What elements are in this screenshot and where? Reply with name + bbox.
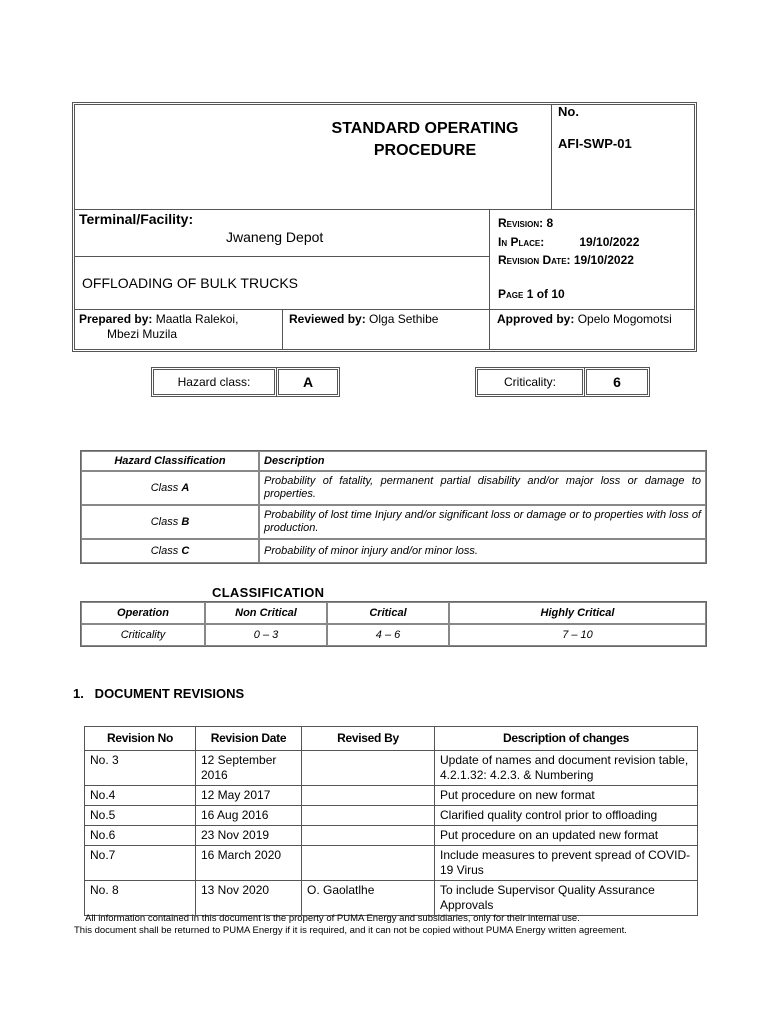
description-cell: Probability of fatality, permanent partial disability and/or major loss or damage to properties.	[259, 471, 706, 505]
page-label: Page	[498, 287, 524, 301]
class-cell	[81, 505, 259, 539]
hazard-class-label: Hazard class:	[151, 367, 277, 397]
table-cell: Clarified quality control prior to offloading	[435, 806, 698, 826]
table-row	[81, 505, 706, 539]
revision-date-label: Revision Date:	[498, 253, 571, 267]
table-header-row	[85, 727, 698, 751]
class-prefix: Class	[150, 545, 179, 557]
hazard-class-value: A	[276, 367, 340, 397]
footer-notice: This document shall be returned to PUMA Energy if it is required, and it can not be copied without PUMA Energy written agreement.	[74, 925, 627, 936]
reviewed-by	[289, 312, 438, 326]
class-prefix: Class	[150, 516, 179, 528]
criticality-label: Criticality:	[475, 367, 585, 397]
class-prefix: Class	[150, 482, 179, 494]
table-cell: 23 Nov 2019	[196, 826, 302, 846]
class-letter: B	[181, 516, 190, 528]
prepared-name: Maatla Ralekoi,	[155, 312, 239, 326]
table-row	[85, 881, 698, 916]
criticality-value: 6	[584, 367, 650, 397]
table-row	[85, 826, 698, 846]
table-header: Hazard Classification	[81, 451, 259, 471]
procedure-subject: OFFLOADING OF BULK TRUCKS	[82, 275, 298, 291]
table-cell: Put procedure on new format	[435, 786, 698, 806]
prepared-label: Prepared by:	[79, 312, 153, 326]
table-header-row	[81, 602, 706, 624]
table-header: Highly Critical	[449, 602, 706, 624]
table-row	[85, 786, 698, 806]
table-cell: No. 8	[85, 881, 196, 916]
table-row	[81, 471, 706, 505]
table-header: Description	[259, 451, 706, 471]
revision-label: Revision:	[498, 216, 544, 230]
table-cell: 12 September 2016	[196, 751, 302, 786]
table-cell	[302, 846, 435, 881]
table-header: Description of changes	[435, 727, 698, 751]
table-row	[85, 806, 698, 826]
doc-number-label: No.	[558, 104, 579, 119]
revision-date-row	[498, 253, 634, 267]
class-cell	[81, 471, 259, 505]
reviewed-label: Reviewed by:	[289, 312, 366, 326]
table-cell: Include measures to prevent spread of COVID-19 Virus	[435, 846, 698, 881]
title-line: PROCEDURE	[373, 142, 477, 159]
terminal-label: Terminal/Facility:	[79, 211, 194, 227]
class-letter: A	[181, 482, 190, 494]
table-cell: No.5	[85, 806, 196, 826]
table-cell: 16 March 2020	[196, 846, 302, 881]
description-cell: Probability of lost time Injury and/or significant loss or damage or to properties with loss of production.	[259, 505, 706, 539]
classification-title: CLASSIFICATION	[212, 585, 325, 600]
title-line: STANDARD OPERATING	[331, 120, 519, 137]
table-cell: No. 3	[85, 751, 196, 786]
table-header: Revised By	[302, 727, 435, 751]
approved-label: Approved by:	[497, 312, 575, 326]
table-cell: 7 – 10	[449, 624, 706, 646]
table-cell: Put procedure on an updated new format	[435, 826, 698, 846]
table-cell	[302, 786, 435, 806]
table-cell: To include Supervisor Quality Assurance Approvals	[435, 881, 698, 916]
page-value: 1 of 10	[526, 287, 565, 301]
revision-value: 8	[546, 216, 554, 230]
header-divider	[489, 210, 490, 350]
in-place-label: In Place:	[498, 235, 545, 249]
in-place-row	[498, 235, 639, 249]
table-cell: No.4	[85, 786, 196, 806]
revisions-table	[84, 726, 698, 916]
approved-name: Opelo Mogomotsi	[577, 312, 672, 326]
page-row	[498, 287, 565, 301]
footer-notice: All information contained in this document is the property of PUMA Energy and subsidiaries, only for their internal use.	[85, 913, 580, 924]
reviewed-name: Olga Sethibe	[369, 312, 439, 326]
table-cell: Update of names and document revision table, 4.2.1.32: 4.2.3. & Numbering	[435, 751, 698, 786]
approved-by	[497, 312, 672, 326]
header-divider	[74, 209, 695, 210]
table-cell: 13 Nov 2020	[196, 881, 302, 916]
table-cell: 12 May 2017	[196, 786, 302, 806]
table-row	[81, 624, 706, 646]
class-letter: C	[181, 545, 190, 557]
revision-row	[498, 216, 553, 230]
classification-table	[80, 601, 707, 647]
header-divider	[74, 309, 695, 310]
page-title	[300, 118, 550, 162]
table-cell: O. Gaolatlhe	[302, 881, 435, 916]
header-divider	[74, 256, 489, 257]
terminal-value: Jwaneng Depot	[226, 229, 324, 245]
table-header: Critical	[327, 602, 449, 624]
table-row	[81, 539, 706, 563]
table-cell: No.6	[85, 826, 196, 846]
table-cell	[302, 826, 435, 846]
hazard-classification-table	[80, 450, 707, 564]
table-row	[85, 846, 698, 881]
header-divider	[551, 104, 552, 210]
class-cell	[81, 539, 259, 563]
table-cell: 4 – 6	[327, 624, 449, 646]
table-cell: Criticality	[81, 624, 205, 646]
table-cell: No.7	[85, 846, 196, 881]
prepared-by	[79, 312, 279, 342]
table-header: Revision Date	[196, 727, 302, 751]
revision-date-value: 19/10/2022	[573, 253, 634, 267]
doc-number: AFI-SWP-01	[558, 136, 632, 151]
table-header: Non Critical	[205, 602, 327, 624]
table-cell: 0 – 3	[205, 624, 327, 646]
description-cell: Probability of minor injury and/or minor loss.	[259, 539, 706, 563]
table-row	[85, 751, 698, 786]
table-cell	[302, 806, 435, 826]
in-place-value: 19/10/2022	[579, 235, 640, 249]
section-title: 1. DOCUMENT REVISIONS	[73, 686, 245, 701]
table-cell	[302, 751, 435, 786]
table-header-row	[81, 451, 706, 471]
prepared-name: Mbezi Muzila	[107, 327, 178, 341]
table-header: Operation	[81, 602, 205, 624]
table-header: Revision No	[85, 727, 196, 751]
table-cell: 16 Aug 2016	[196, 806, 302, 826]
header-divider	[282, 310, 283, 350]
